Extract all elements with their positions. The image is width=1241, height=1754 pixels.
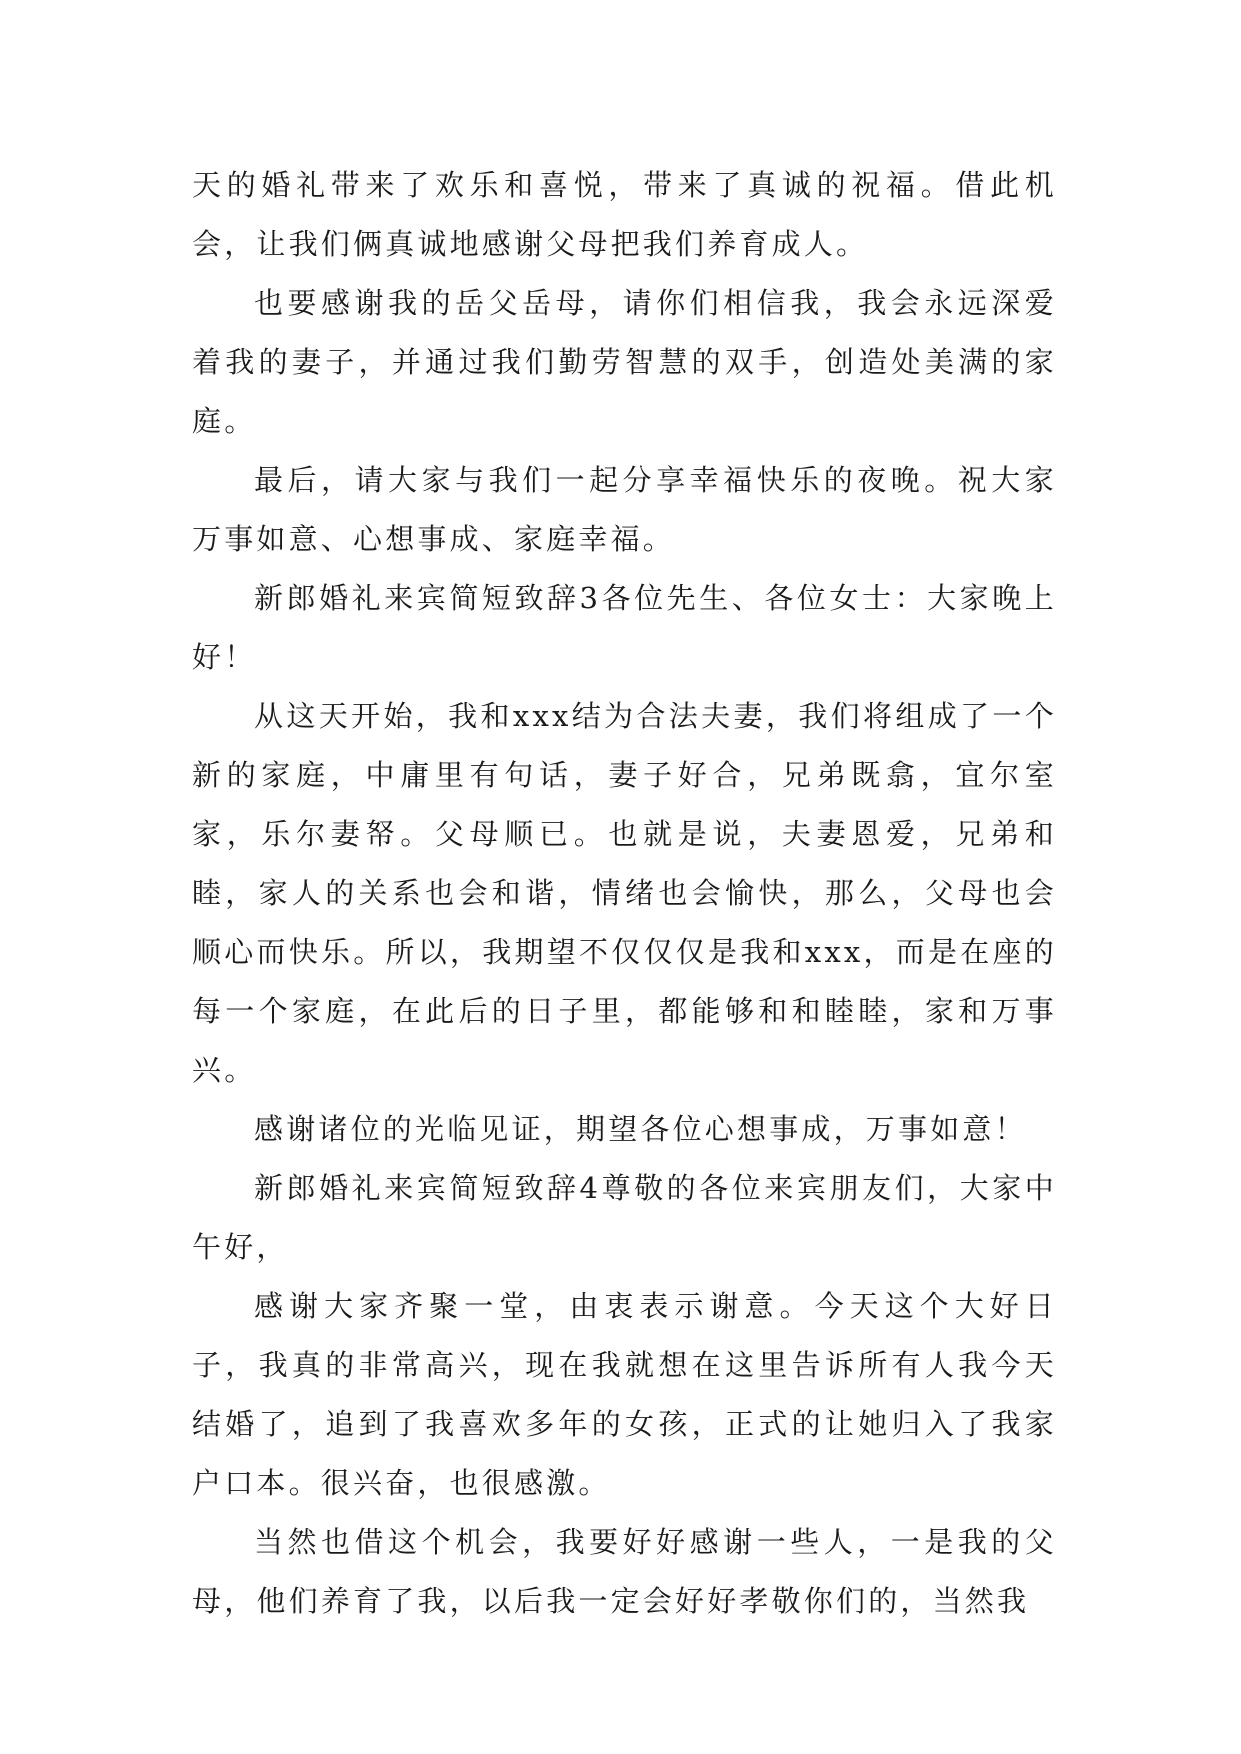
paragraph-9: 当然也借这个机会，我要好好感谢一些人，一是我的父母，他们养育了我，以后我一定会好好孝敬你们的，当然我 [192,1525,1057,1618]
paragraph-8: 感谢大家齐聚一堂，由衷表示谢意。今天这个大好日子，我真的非常高兴，现在我就想在这里告诉所有人我今天结婚了，追到了我喜欢多年的女孩，正式的让她归入了我家户口本。很兴奋，也很感激。 [192,1289,1057,1500]
paragraph-1: 天的婚礼带来了欢乐和喜悦，带来了真诚的祝福。借此机会，让我们俩真诚地感谢父母把我们养育成人。 [192,168,1057,261]
paragraph-7: 新郎婚礼来宾简短致辞4尊敬的各位来宾朋友们，大家中午好， [192,1171,1057,1264]
paragraph-6: 感谢诸位的光临见证，期望各位心想事成，万事如意！ [254,1112,1027,1146]
paragraph-5: 从这天开始，我和xxx结为合法夫妻，我们将组成了一个新的家庭，中庸里有句话，妻子好合，兄弟既翕，宜尔室家，乐尔妻帑。父母顺已。也就是说，夫妻恩爱，兄弟和睦，家人的关系也会和谐，情绪也会愉快，那么，父母也会顺心而快乐。所以，我期望不仅仅仅是我和xxx，而是在座的每一个家庭，在此后的日子里，都能够和和睦睦，家和万事兴。 [192,699,1057,1087]
paragraph-4: 新郎婚礼来宾简短致辞3各位先生、各位女士：大家晚上好！ [192,581,1057,674]
document-body [192,156,1057,1631]
paragraph-3: 最后，请大家与我们一起分享幸福快乐的夜晚。祝大家万事如意、心想事成、家庭幸福。 [192,463,1057,556]
paragraph-2: 也要感谢我的岳父岳母，请你们相信我，我会永远深爱着我的妻子，并通过我们勤劳智慧的双手，创造处美满的家庭。 [192,286,1057,438]
